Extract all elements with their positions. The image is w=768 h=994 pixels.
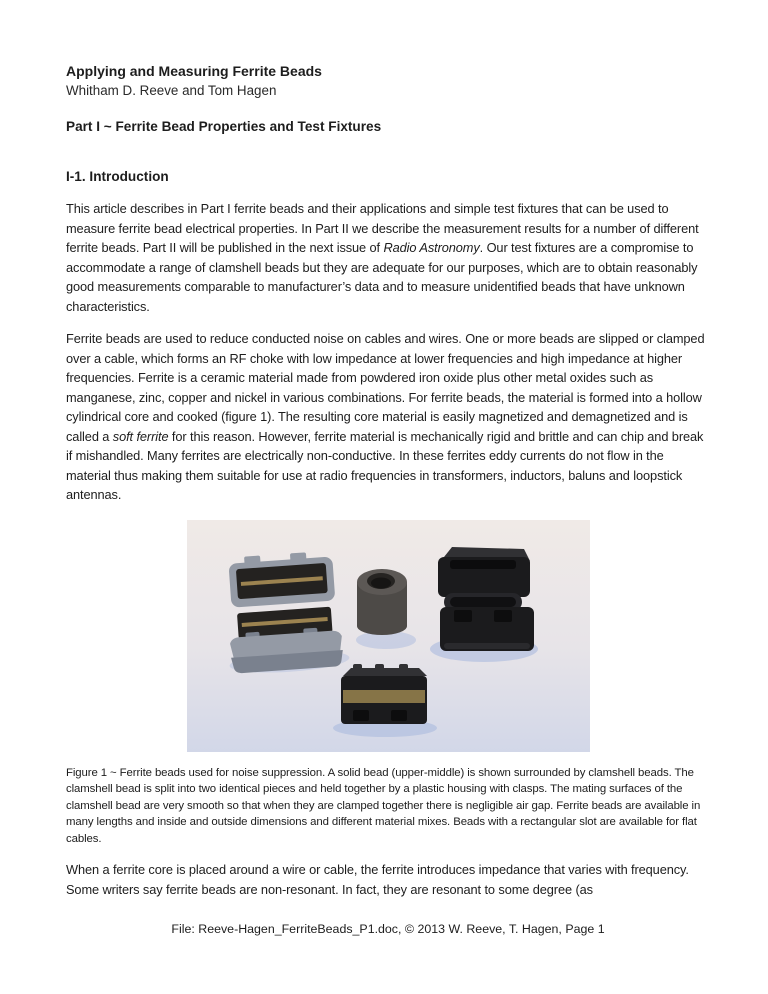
paragraph-intro xyxy=(66,199,710,316)
journal-name-italic: Radio Astronomy xyxy=(383,240,480,255)
paragraph-intro-run1: This article describes in Part I ferrite beads and their applications and simple test fixtures that can be used to measure ferrite bead electrical properties. In Part II we describe the measurement results for a number of different ferrite beads. Part II will be published in the next issue of xyxy=(66,201,699,255)
paragraph-ferrite-run2: for this reason. However, ferrite material is mechanically rigid and brittle and can chip and break if mishandled. Many ferrites are electrically non-conductive. In these ferrites eddy currents do not flow in the material thus making them suitable for use at radio frequencies in transformers, inductors, baluns and loopstick antennas. xyxy=(66,428,704,502)
figure-1-caption: Figure 1 ~ Ferrite beads used for noise suppression. A solid bead (upper-middle) is shown surrounded by clamshell beads. The clamshell bead is split into two identical pieces and held together by a plastic housing with clasps. The mating surfaces of the clamshell bead are very smooth so that when they are clamped together there is negligible air gap. Ferrite beads are available in many lengths and inside and outside dimensions and different material mixes. Beads with a rectangular slot are available for flat cables. xyxy=(66,766,701,845)
section-heading: I-1. Introduction xyxy=(66,169,169,184)
figure-1 xyxy=(66,520,710,752)
page-title: Applying and Measuring Ferrite Beads xyxy=(66,63,322,79)
paragraph-impedance: When a ferrite core is placed around a wire or cable, the ferrite introduces impedance that varies with frequency. Some writers say ferrite beads are non-resonant. In fact, they are resonant to some degree (as xyxy=(66,862,689,897)
paragraph-ferrite-run1: Ferrite beads are used to reduce conducted noise on cables and wires. One or more beads are slipped or clamped over a cable, which forms an RF choke with low impedance at lower frequencies and high impedance at higher frequencies. Ferrite is a ceramic material made from powdered iron oxide plus other metal oxides such as manganese, zinc, copper and nickel in various combinations. For ferrite beads, the material is formed into a hollow cylindrical core and cooked (figure 1). The resulting core material is easily magnetized and demagnetized and is called a xyxy=(66,331,705,444)
closed-clamshell-bead xyxy=(333,664,437,737)
figure-1-photo xyxy=(187,520,590,752)
page-footer: File: Reeve-Hagen_FerriteBeads_P1.doc, © 2013 W. Reeve, T. Hagen, Page 1 xyxy=(171,922,605,936)
paragraph-ferrite-overview xyxy=(66,329,710,505)
soft-ferrite-italic: soft ferrite xyxy=(112,428,169,444)
part-heading: Part I ~ Ferrite Bead Properties and Test Fixtures xyxy=(66,119,382,134)
authors-line: Whitham D. Reeve and Tom Hagen xyxy=(66,83,277,98)
paragraph-intro-run2: . Our test fixtures are a compromise to accommodate a range of clamshell beads but they are adequate for our purposes, which are to obtain reasonably good measurements comparable to manufacturer’s data and to measure unidentified beads that have unknown characteristics. xyxy=(66,240,698,314)
